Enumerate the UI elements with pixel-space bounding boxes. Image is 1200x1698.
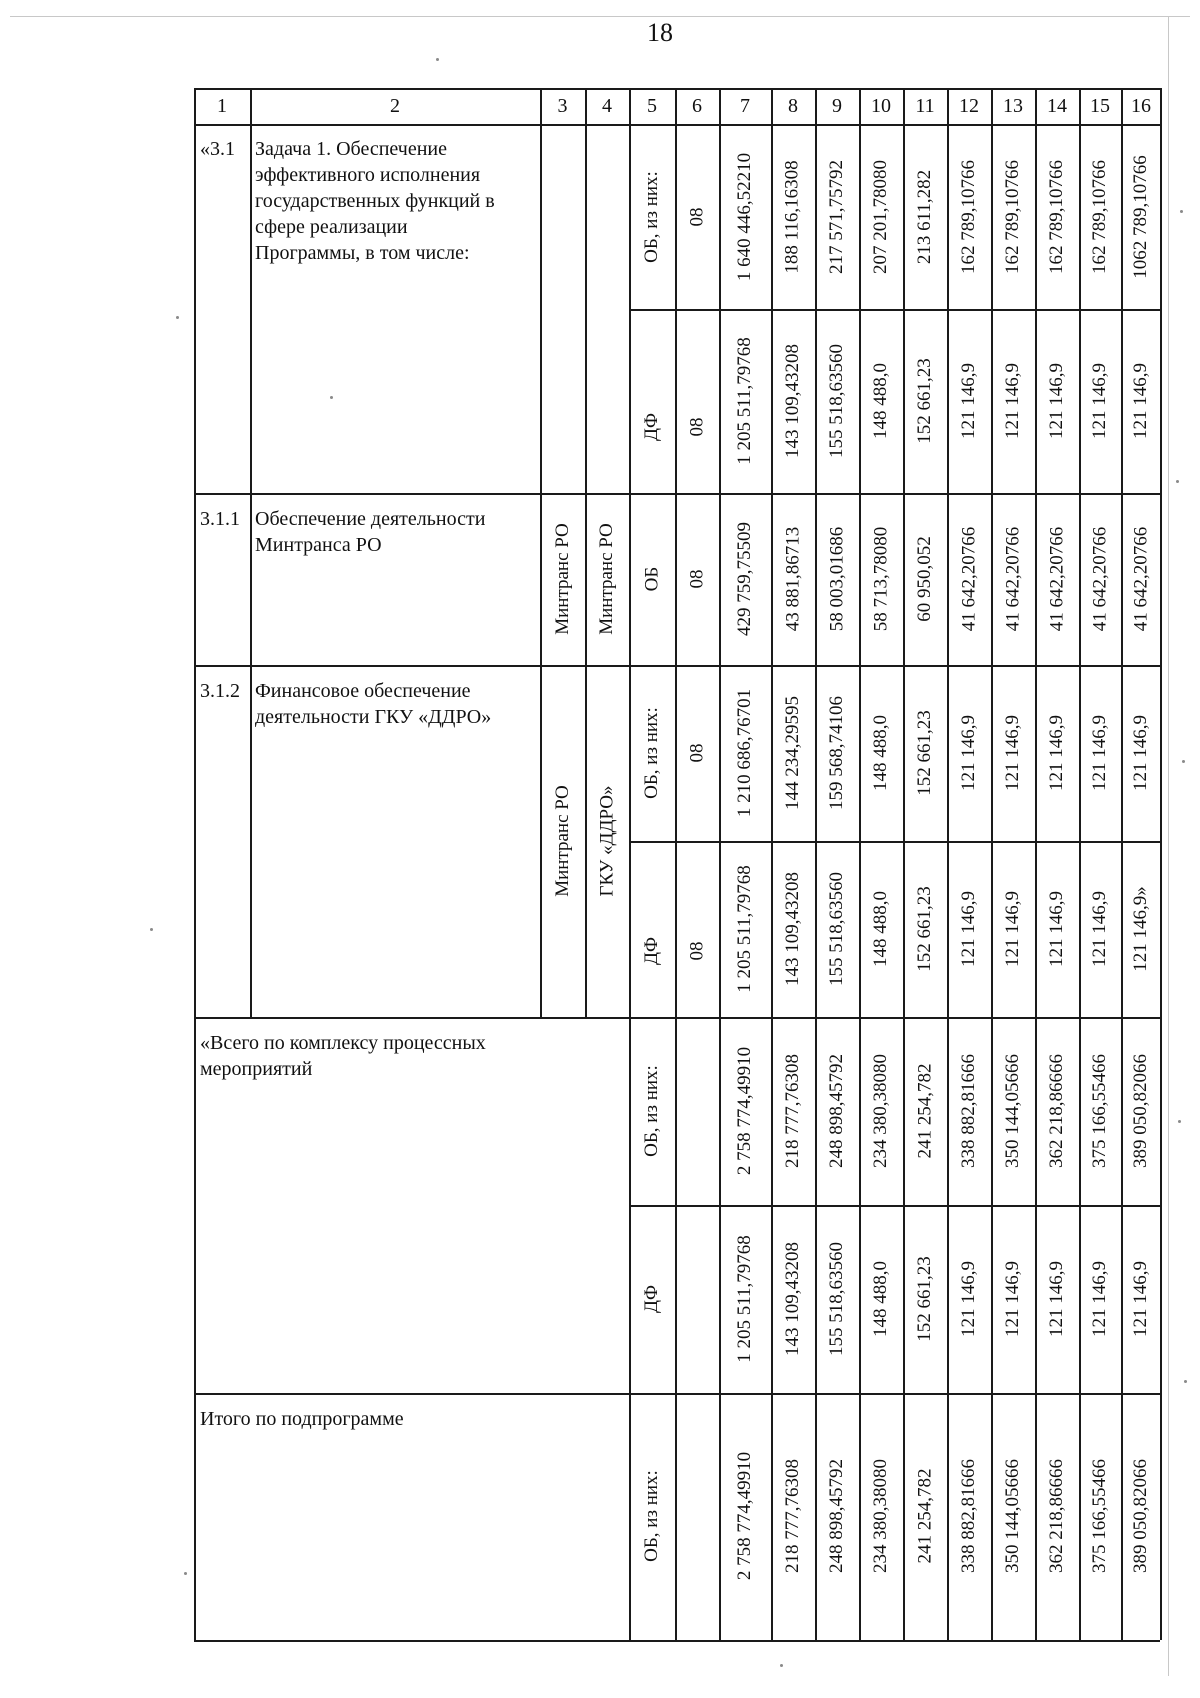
description-line: эффективного исполнения xyxy=(255,164,481,186)
value-cell: 207 201,78080 xyxy=(870,160,891,274)
value-cell: 241 254,782 xyxy=(914,1063,935,1159)
description-line: сфере реализации xyxy=(255,216,408,238)
column-number: 9 xyxy=(832,95,842,117)
value-cell: 234 380,38080 xyxy=(870,1459,891,1573)
column-number: 8 xyxy=(788,95,798,117)
value-cell: 121 146,9 xyxy=(1002,715,1023,791)
value-cell: 144 234,29595 xyxy=(782,696,803,810)
value-cell: 121 146,9 xyxy=(1130,363,1151,439)
funding-source: ДФ xyxy=(640,413,662,441)
value-cell: 375 166,55466 xyxy=(1089,1459,1110,1573)
value-cell: 121 146,9 xyxy=(958,715,979,791)
column-number: 15 xyxy=(1090,95,1110,117)
description-line: государственных функций в xyxy=(255,190,495,212)
value-cell: 121 146,9 xyxy=(1089,363,1110,439)
funding-source: ДФ xyxy=(640,937,662,965)
value-cell: 1 205 511,79768 xyxy=(734,1235,756,1363)
value-cell: 1062 789,10766 xyxy=(1130,155,1151,279)
column-number: 3 xyxy=(557,95,568,117)
value-cell: 148 488,0 xyxy=(870,891,891,967)
value-cell: 152 661,23 xyxy=(914,358,935,444)
value-cell: 234 380,38080 xyxy=(870,1054,891,1168)
value-cell: 121 146,9 xyxy=(1046,363,1067,439)
value-cell: 338 882,81666 xyxy=(958,1459,979,1573)
value-cell: 152 661,23 xyxy=(914,886,935,972)
value-cell: 41 642,20766 xyxy=(1130,526,1151,632)
value-cell: 350 144,05666 xyxy=(1002,1459,1023,1573)
column-number: 6 xyxy=(692,95,702,117)
vertical-rule xyxy=(250,88,252,1017)
value-cell: 162 789,10766 xyxy=(1002,160,1023,274)
value-cell: 43 881,86713 xyxy=(782,526,803,632)
value-cell: 362 218,86666 xyxy=(1046,1054,1067,1168)
value-cell: 218 777,76308 xyxy=(782,1459,803,1573)
scan-edge-top xyxy=(10,16,1190,17)
scan-edge-right xyxy=(1168,16,1169,1676)
row-code: 3.1.2 xyxy=(200,680,240,702)
value-cell: 338 882,81666 xyxy=(958,1054,979,1168)
value-cell: 121 146,9 xyxy=(1002,891,1023,967)
responsible-executor: Минтранс РО xyxy=(551,785,573,897)
value-cell: 162 789,10766 xyxy=(1089,160,1110,274)
funding-source: ОБ, из них: xyxy=(641,707,663,799)
value-cell: 1 210 686,76701 xyxy=(734,688,755,818)
budget-code: 08 xyxy=(686,941,707,961)
value-cell: 121 146,9 xyxy=(1046,715,1067,791)
column-number: 13 xyxy=(1003,95,1023,117)
value-cell: 41 642,20766 xyxy=(958,526,979,632)
value-cell: 1 205 511,79768 xyxy=(734,865,756,993)
value-cell: 241 254,782 xyxy=(914,1468,935,1564)
value-cell: 121 146,9 xyxy=(958,891,979,967)
value-cell: 2 758 774,49910 xyxy=(734,1046,755,1176)
value-cell: 1 640 446,52210 xyxy=(734,152,755,282)
value-cell: 429 759,75509 xyxy=(734,522,755,636)
value-cell: 121 146,9 xyxy=(958,1261,979,1337)
budget-code: 08 xyxy=(686,743,707,763)
funding-source: ОБ, из них: xyxy=(641,1065,663,1157)
description-line: Обеспечение деятельности xyxy=(255,508,486,530)
value-cell: 121 146,9 xyxy=(1130,1261,1151,1337)
value-cell: 41 642,20766 xyxy=(1046,526,1067,632)
value-cell: 121 146,9 xyxy=(1089,891,1110,967)
budget-code: 08 xyxy=(686,207,707,227)
column-number: 7 xyxy=(740,95,750,117)
column-number: 2 xyxy=(390,95,400,117)
value-cell: 155 518,63560 xyxy=(826,344,847,458)
row-description xyxy=(200,1030,630,1082)
value-cell: 121 146,9 xyxy=(958,363,979,439)
value-cell: 217 571,75792 xyxy=(826,160,847,274)
description-line: Задача 1. Обеспечение xyxy=(255,138,447,160)
description-line: Итого по подпрограмме xyxy=(200,1408,404,1430)
value-cell: 1 205 511,79768 xyxy=(734,337,756,465)
vertical-rule xyxy=(1160,88,1162,1640)
column-number: 11 xyxy=(915,95,935,117)
value-cell: 148 488,0 xyxy=(870,1261,891,1337)
column-number: 1 xyxy=(217,95,227,117)
row-code: «3.1 xyxy=(200,138,235,160)
value-cell: 248 898,45792 xyxy=(826,1054,847,1168)
row-description xyxy=(255,136,537,266)
description-line: мероприятий xyxy=(200,1058,313,1080)
column-number: 5 xyxy=(647,95,657,117)
value-cell: 121 146,9 xyxy=(1089,715,1110,791)
row-description xyxy=(255,506,537,558)
value-cell: 155 518,63560 xyxy=(826,1242,847,1356)
description-line: Финансовое обеспечение xyxy=(255,680,471,702)
vertical-rule xyxy=(194,88,196,1640)
budget-code: 08 xyxy=(686,417,707,437)
description-line: Минтранса РО xyxy=(255,534,382,556)
value-cell: 121 146,9 xyxy=(1046,1261,1067,1337)
value-cell: 121 146,9 xyxy=(1089,1261,1110,1337)
value-cell: 248 898,45792 xyxy=(826,1459,847,1573)
value-cell: 148 488,0 xyxy=(870,715,891,791)
description-line: «Всего по комплексу процессных xyxy=(200,1032,486,1054)
value-cell: 121 146,9» xyxy=(1130,886,1151,972)
value-cell: 143 109,43208 xyxy=(782,1242,803,1356)
column-number: 16 xyxy=(1131,95,1151,117)
column-number: 10 xyxy=(871,95,891,117)
column-number: 12 xyxy=(959,95,979,117)
value-cell: 350 144,05666 xyxy=(1002,1054,1023,1168)
participant: ГКУ «ДДРО» xyxy=(596,785,618,897)
funding-source: ОБ, из них: xyxy=(641,171,663,263)
description-line: деятельности ГКУ «ДДРО» xyxy=(255,706,492,728)
horizontal-rule xyxy=(194,1640,1160,1642)
value-cell: 362 218,86666 xyxy=(1046,1459,1067,1573)
value-cell: 375 166,55466 xyxy=(1089,1054,1110,1168)
value-cell: 58 713,78080 xyxy=(870,526,891,632)
value-cell: 121 146,9 xyxy=(1046,891,1067,967)
value-cell: 121 146,9 xyxy=(1002,363,1023,439)
value-cell: 162 789,10766 xyxy=(958,160,979,274)
value-cell: 143 109,43208 xyxy=(782,872,803,986)
responsible-executor: Минтранс РО xyxy=(551,523,573,635)
funding-source: ОБ, из них: xyxy=(641,1470,663,1562)
value-cell: 152 661,23 xyxy=(914,1256,935,1342)
column-number: 4 xyxy=(602,95,612,117)
value-cell: 148 488,0 xyxy=(870,363,891,439)
value-cell: 2 758 774,49910 xyxy=(734,1451,755,1581)
value-cell: 60 950,052 xyxy=(914,536,935,622)
description-line: Программы, в том числе: xyxy=(255,242,470,264)
value-cell: 121 146,9 xyxy=(1002,1261,1023,1337)
value-cell: 213 611,282 xyxy=(914,169,936,265)
row-description xyxy=(255,678,537,730)
value-cell: 188 116,16308 xyxy=(782,160,804,274)
row-code: 3.1.1 xyxy=(200,508,240,530)
column-number: 14 xyxy=(1047,95,1067,117)
funding-source: ОБ xyxy=(640,566,662,592)
page-number: 18 xyxy=(647,18,673,47)
value-cell: 162 789,10766 xyxy=(1046,160,1067,274)
value-cell: 41 642,20766 xyxy=(1089,526,1110,632)
participant: Минтранс РО xyxy=(596,523,618,635)
value-cell: 143 109,43208 xyxy=(782,344,803,458)
row-description xyxy=(200,1406,630,1432)
value-cell: 218 777,76308 xyxy=(782,1054,803,1168)
value-cell: 389 050,82066 xyxy=(1130,1459,1151,1573)
budget-code: 08 xyxy=(686,569,707,589)
value-cell: 41 642,20766 xyxy=(1002,526,1023,632)
funding-source: ДФ xyxy=(640,1285,662,1313)
value-cell: 58 003,01686 xyxy=(826,526,847,632)
value-cell: 159 568,74106 xyxy=(826,696,847,810)
value-cell: 155 518,63560 xyxy=(826,872,847,986)
value-cell: 389 050,82066 xyxy=(1130,1054,1151,1168)
value-cell: 152 661,23 xyxy=(914,710,935,796)
value-cell: 121 146,9 xyxy=(1130,715,1151,791)
